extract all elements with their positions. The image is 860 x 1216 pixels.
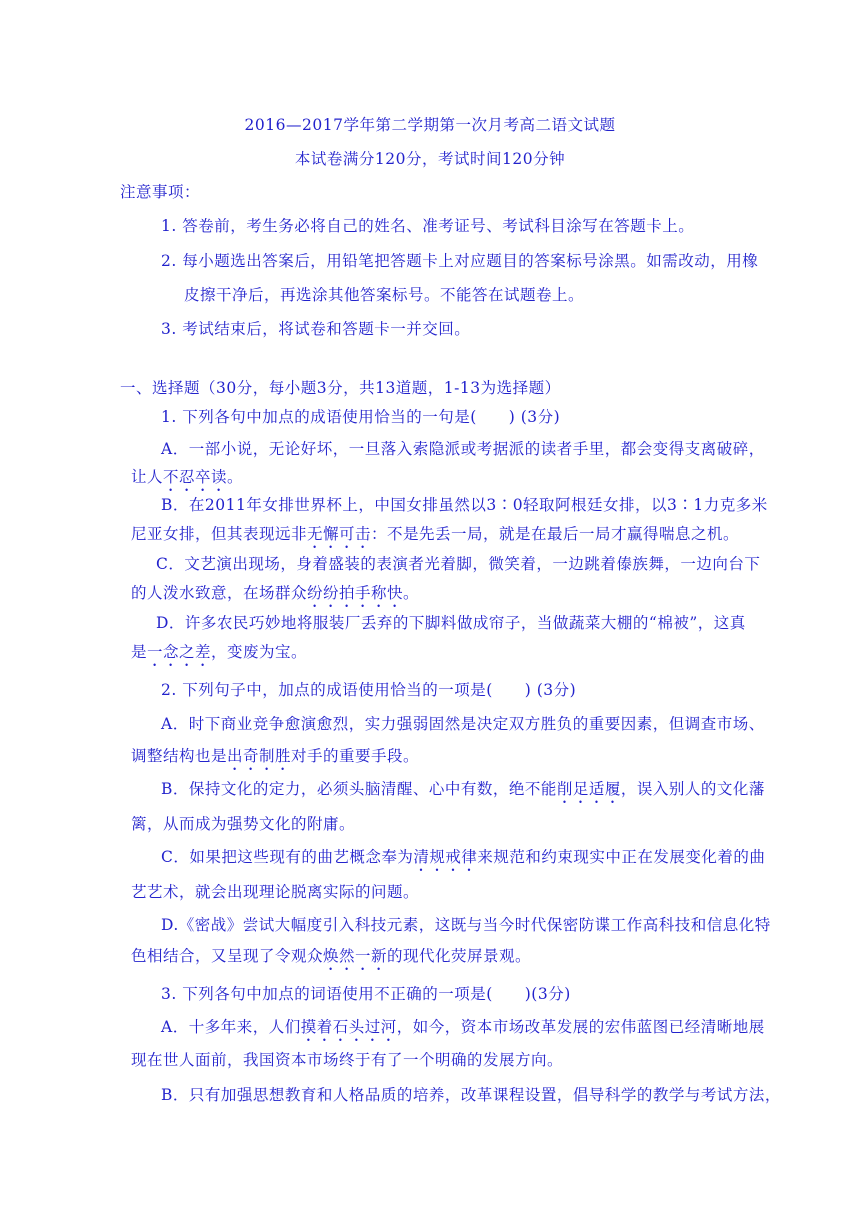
option-a-line: A．一部小说，无论好坏，一旦落入索隐派或考据派的读者手里，都会变得支离破碎， — [161, 440, 765, 458]
dotted-idiom: 摸着石头过河 — [300, 1018, 397, 1036]
question-stem: 3. 下列各句中加点的词语使用不正确的一项是( )(3分) — [161, 985, 571, 1003]
option-a-line: A．时下商业竞争愈演愈烈，实力强弱固然是决定双方胜负的重要因素，但调查市场、 — [161, 715, 765, 733]
option-b-line: 尼亚女排，但其表现远非无懈可击：不是先丢一局，就是在最后一局才赢得喘息之机。 — [131, 525, 740, 543]
option-d-line: 色相结合，又呈现了令观众焕然一新的现代化荧屏景观。 — [131, 947, 532, 965]
option-a-line: 调整结构也是出奇制胜对手的重要手段。 — [131, 747, 420, 765]
option-d-line: D.《密战》尝试大幅度引入科技元素，这既与当今时代保密防谍工作高科技和信息化特 — [161, 916, 771, 934]
dotted-idiom: 削足适履 — [556, 780, 621, 798]
dotted-idiom: 一念之差 — [147, 643, 212, 661]
section-heading: 一、选择题（30分，每小题3分，共13道题，1-13为选择题） — [120, 379, 561, 397]
option-a-line: 现在世人面前，我国资本市场终于有了一个明确的发展方向。 — [131, 1051, 564, 1069]
option-d-line: D．许多农民巧妙地将服装厂丢弃的下脚料做成帘子，当做蔬菜大棚的“棉被”，这真 — [156, 614, 746, 632]
option-b-line: B．在2011年女排世界杯上，中国女排虽然以3∶0轻取阿根廷女排，以3∶1力克多米 — [161, 496, 768, 514]
dotted-idiom: 无懈可击 — [307, 525, 372, 543]
dotted-idiom: 不忍卒读 — [163, 468, 228, 486]
option-c-line: 艺艺术，就会出现理论脱离实际的问题。 — [131, 883, 420, 901]
question-stem: 2. 下列句子中，加点的成语使用恰当的一项是( ) (3分) — [161, 681, 577, 699]
option-c-line: C．文艺演出现场，身着盛装的表演者光着脚，微笑着，一边跳着傣族舞，一边向台下 — [156, 555, 761, 573]
notice-label: 注意事项： — [120, 183, 201, 201]
exam-title: 2016—2017学年第二学期第一次月考高二语文试题 — [244, 116, 616, 134]
dotted-idiom: 纷纷拍手称快 — [307, 584, 404, 602]
exam-subtitle: 本试卷满分120分，考试时间120分钟 — [294, 150, 566, 168]
notice-item: 3. 考试结束后，将试卷和答题卡一并交回。 — [161, 320, 471, 338]
dotted-idiom: 出奇制胜 — [227, 747, 292, 765]
option-c-line: 的人泼水致意，在场群众纷纷拍手称快。 — [131, 584, 420, 602]
notice-item: 1. 答卷前，考生务必将自己的姓名、准考证号、考试科目涂写在答题卡上。 — [161, 217, 695, 235]
notice-item: 皮擦干净后，再选涂其他答案标号。不能答在试题卷上。 — [184, 286, 585, 304]
option-b-line: B．只有加强思想教育和人格品质的培养，改革课程设置，倡导科学的教学与考试方法， — [161, 1086, 781, 1104]
question-stem: 1. 下列各句中加点的成语使用恰当的一句是( ) (3分) — [161, 408, 561, 426]
option-a-line: 让人不忍卒读。 — [131, 468, 244, 486]
option-a-line: A．十多年来，人们摸着石头过河，如今，资本市场改革发展的宏伟蓝图已经清晰地展 — [161, 1018, 765, 1036]
option-b-line: 篱，从而成为强势文化的附庸。 — [131, 815, 356, 833]
option-b-line: B．保持文化的定力，必须头脑清醒、心中有数，绝不能削足适履，误入别人的文化藩 — [161, 780, 765, 798]
dotted-idiom: 焕然一新 — [323, 947, 388, 965]
option-c-line: C．如果把这些现有的曲艺概念奉为清规戒律来规范和约束现实中正在发展变化着的曲 — [161, 848, 766, 866]
option-d-line: 是一念之差，变废为宝。 — [131, 643, 308, 661]
dotted-idiom: 清规戒律 — [413, 848, 478, 866]
notice-item: 2. 每小题选出答案后，用铅笔把答题卡上对应题目的答案标号涂黑。如需改动，用橡 — [161, 252, 759, 270]
